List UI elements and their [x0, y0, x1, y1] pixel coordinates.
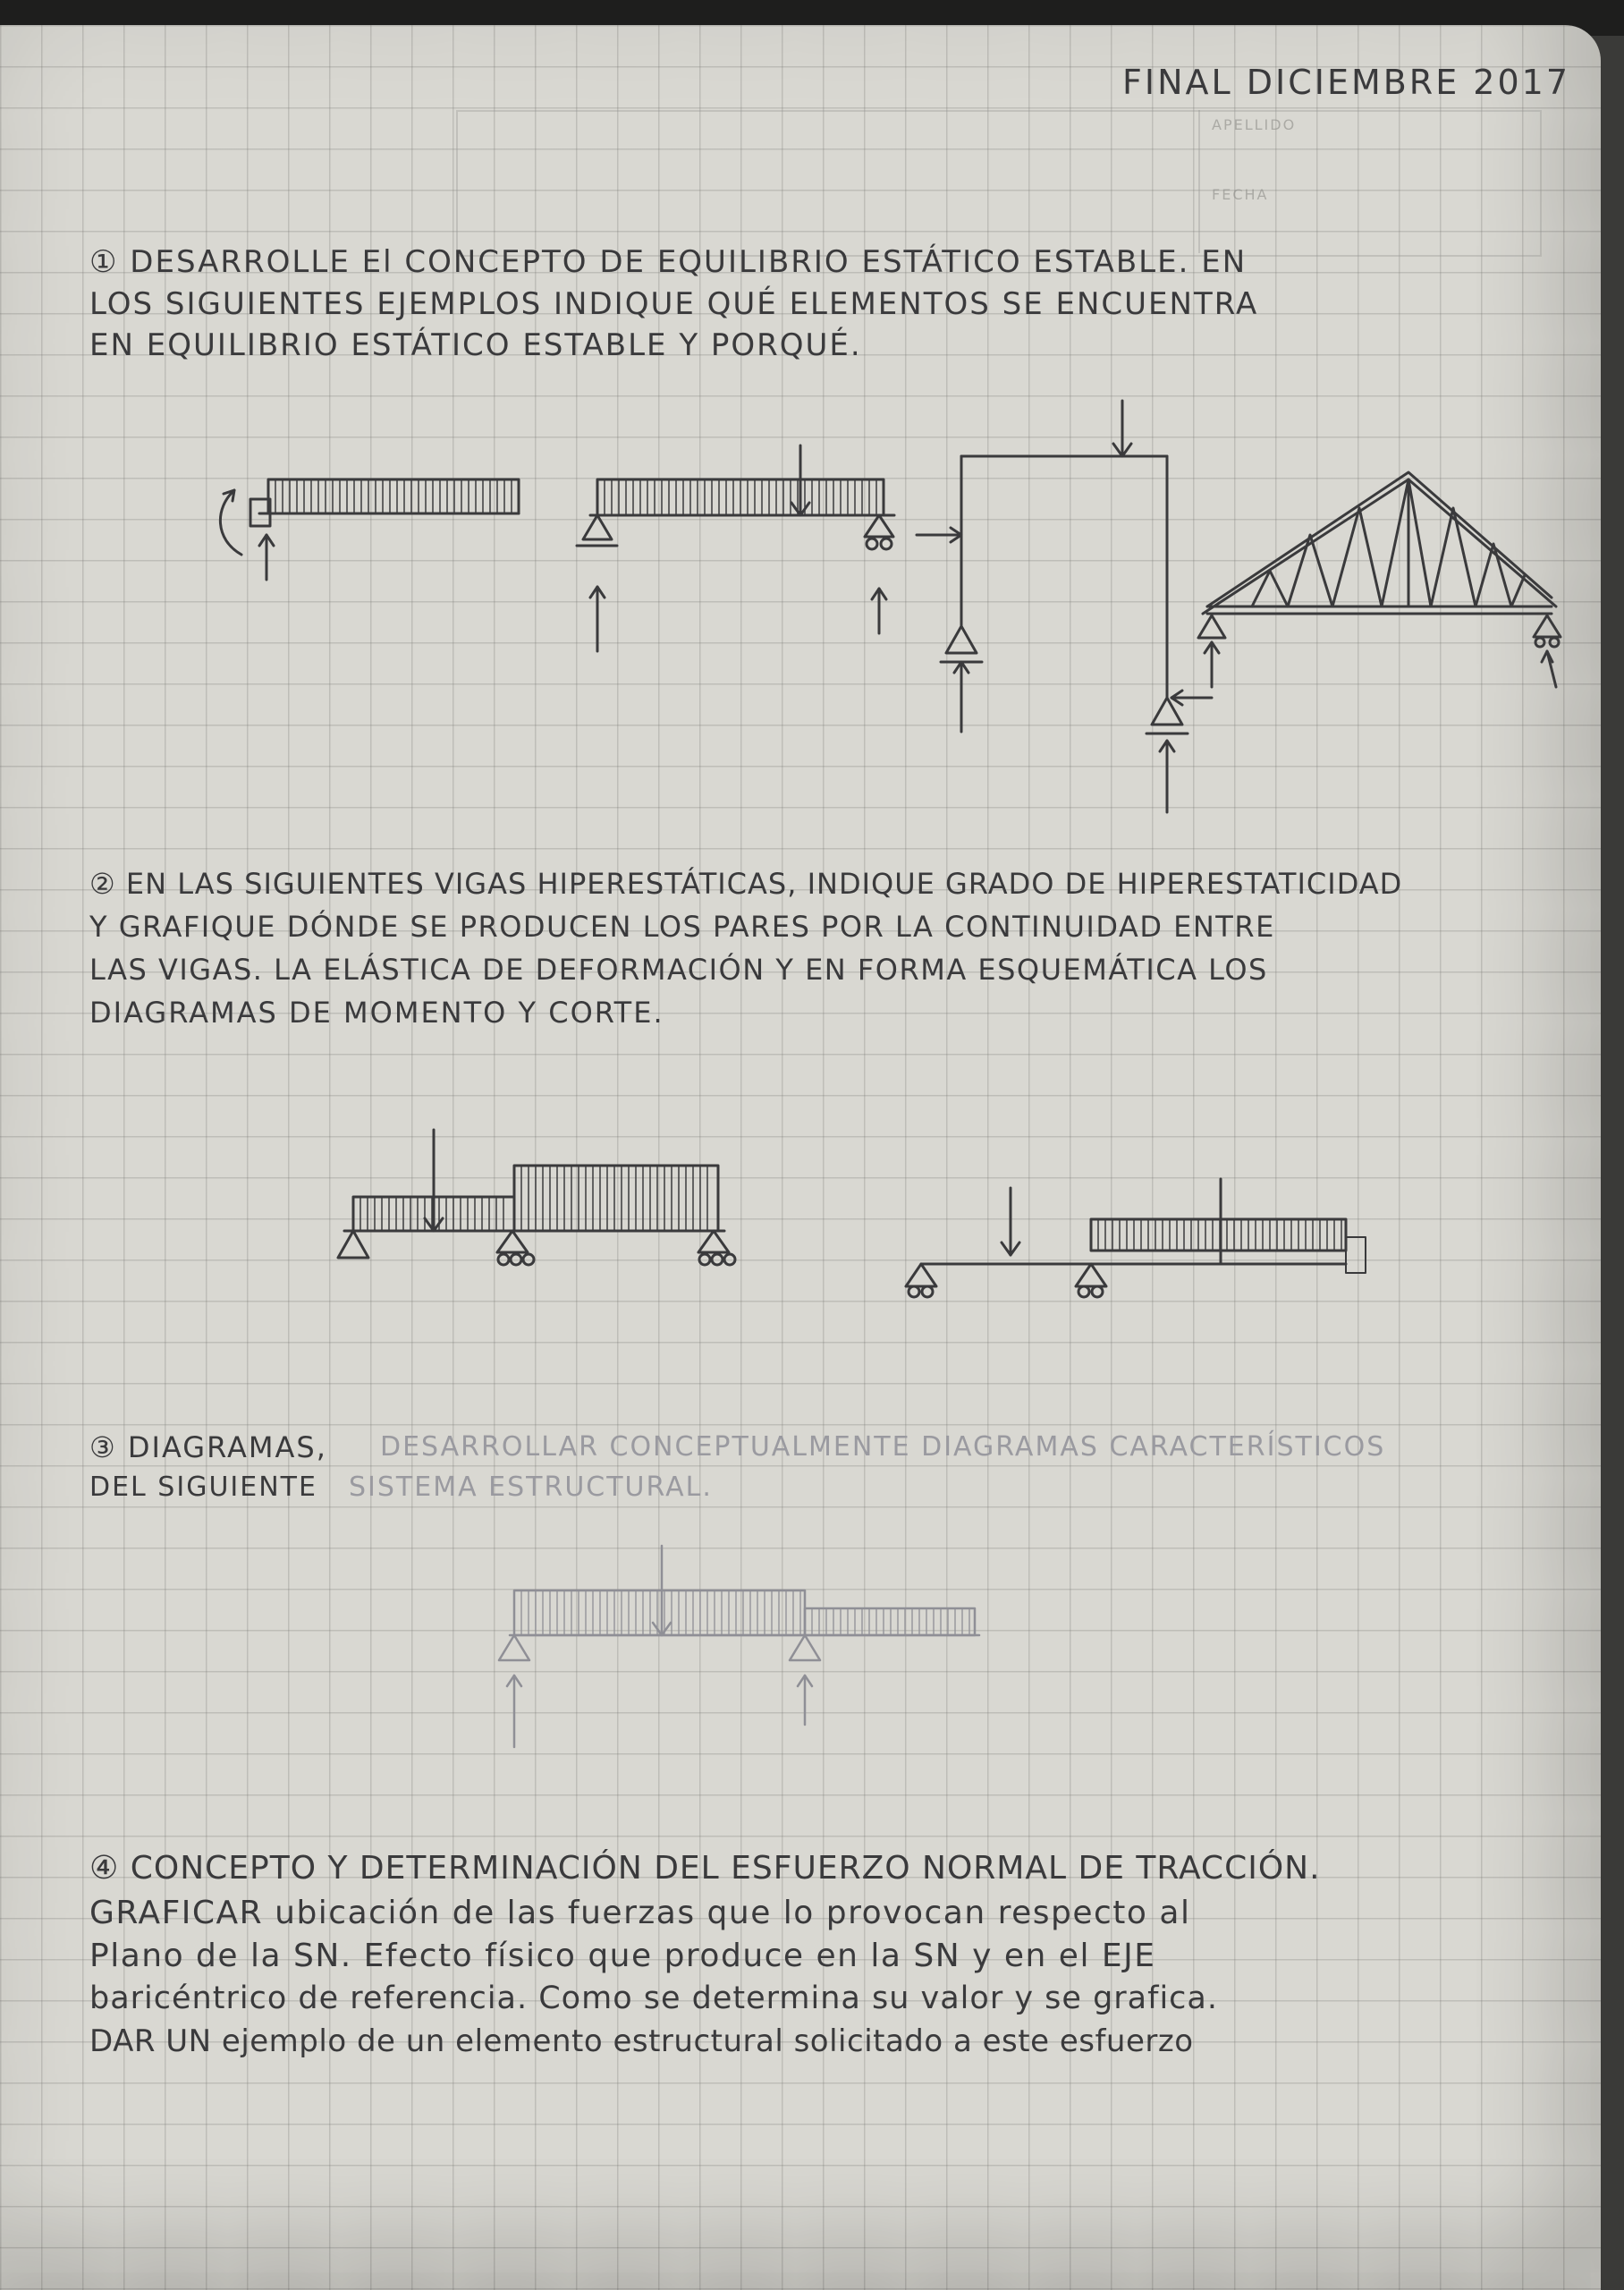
q2-line-3: LAS VIGAS. LA ELÁSTICA DE DEFORMACIÓN Y EN FORMA ESQUEMÁTICA LOS [89, 953, 1268, 987]
q2-line-2: Y GRAFIQUE DÓNDE SE PRODUCEN LOS PARES POR LA CONTINUIDAD ENTRE [89, 910, 1275, 944]
q2-line-4: DIAGRAMAS DE MOMENTO Y CORTE. [89, 996, 664, 1030]
q4-line-4: baricéntrico de referencia. Como se determina su valor y se grafica. [89, 1980, 1218, 2016]
exam-title: FINAL DICIEMBRE 2017 [1122, 63, 1571, 102]
q1-line-3: EN EQUILIBRIO ESTÁTICO ESTABLE Y PORQUÉ. [89, 327, 862, 363]
q4-line-3: Plano de la SN. Efecto físico que produce en la SN y en el EJE [89, 1938, 1156, 1974]
notebook-page [0, 25, 1601, 2290]
q1-line-2: LOS SIGUIENTES EJEMPLOS INDIQUE QUÉ ELEMENTOS SE ENCUENTRA [89, 286, 1259, 322]
q4-line-5: DAR UN ejemplo de un elemento estructural solicitado a este esfuerzo [89, 2023, 1194, 2059]
q3-line-2-dark: DEL SIGUIENTE [89, 1472, 317, 1503]
q1-line-1: ① DESARROLLE El CONCEPTO DE EQUILIBRIO ESTÁTICO ESTABLE. EN [89, 244, 1248, 280]
q3-line-1-dark: ③ DIAGRAMAS, [89, 1430, 327, 1464]
form-label-fecha: FECHA [1212, 186, 1269, 203]
q3-line-1-light: DESARROLLAR CONCEPTUALMENTE DIAGRAMAS CARACTERÍSTICOS [380, 1431, 1386, 1463]
form-label-apellido: APELLIDO [1212, 116, 1297, 133]
q4-line-1: ④ CONCEPTO Y DETERMINACIÓN DEL ESFUERZO NORMAL DE TRACCIÓN. [89, 1850, 1321, 1887]
q4-line-2: GRAFICAR ubicación de las fuerzas que lo provocan respecto al [89, 1895, 1191, 1931]
q2-line-1: ② EN LAS SIGUIENTES VIGAS HIPERESTÁTICAS, INDIQUE GRADO DE HIPERESTATICIDAD [89, 867, 1403, 901]
q3-line-2-light: SISTEMA ESTRUCTURAL. [349, 1472, 713, 1503]
